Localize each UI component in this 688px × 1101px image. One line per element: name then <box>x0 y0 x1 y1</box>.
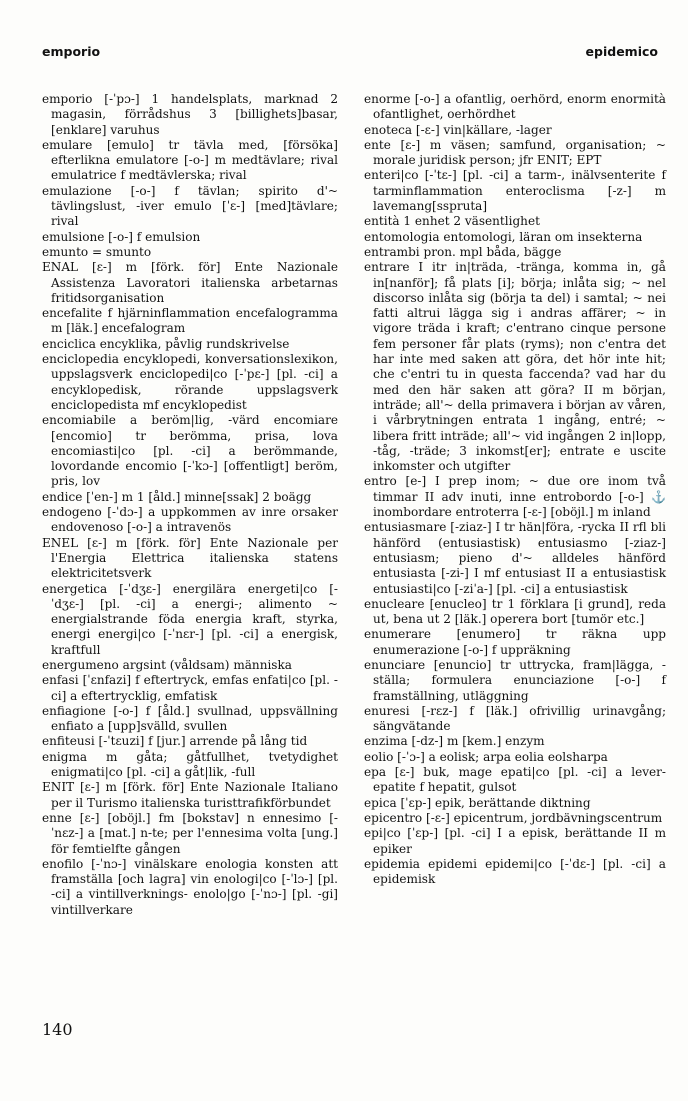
dictionary-entry: energumeno argsint (våldsam) människa <box>42 657 292 672</box>
dictionary-entry: epidemia epidemi epidemi|co [-ˈdɛ-] [pl. -ci] a epidemisk <box>364 856 666 887</box>
dictionary-entry: enciclopedia encyklopedi, konversationslexikon, uppslagsverk enciclopedi|co [-ˈpɛ-] [pl. -ci] a encyklopedisk, rörande uppslagsverk enciclopedista mf encyklopedist <box>42 352 338 412</box>
dictionary-entry: ENIT [ɛ-] m [förk. för] Ente Nazionale Italiano per il Turismo italienska turisttrafikförbundet <box>42 780 338 810</box>
dictionary-entry: enfiagione [-o-] f [åld.] svullnad, uppsvällning enfiato a [upp]svälld, svullen <box>42 703 338 734</box>
dictionary-entry: epa [ɛ-] buk, mage epati|co [pl. -ci] a lever- epatite f hepatit, gulsot <box>364 765 666 795</box>
dictionary-entry: ENAL [ɛ-] m [förk. för] Ente Nazionale Assistenza Lavoratori italienska arbetarnas fritidsorganisation <box>42 260 338 305</box>
dictionary-entry: emulare [emulo] tr tävla med, [försöka] efterlikna emulatore [-o-] m medtävlare; rival emulatrice f medtävlerska; rival <box>42 137 338 183</box>
dictionary-entry: entusiasmare [-ziaz-] I tr hän|föra, -rycka II rfl bli hänförd (entusiastisk) entusiasmo [-ziaz-] entusiasm; pieno d'~ alldeles hänförd entusiasta [-zi-] I mf entusiast II a entusiastisk entusiasti|co [-ziˈa-] [pl. -ci] a entusiastisk <box>364 520 666 596</box>
guide-word-left: emporio <box>42 44 101 59</box>
dictionary-entry: entrare I itr in|träda, -tränga, komma in, gå in[nanför]; få plats [i]; börja; inlåta sig; ~ nel discorso inlåta sig (börja ta del) i samtal; ~ nei fatti altrui lägga sig i andras affärer; ~ in vigore träda i kraft; c'entrano cinque persone fem personer får plats (ryms); non c'entra det har inte med saken att göra, det hör inte hit; che c'entri tu in questa faccenda? vad har du med den här saken att göra? II m början, inträde; all'~ della primavera i början av våren, i vårbrytningen entrata 1 ingång, entré; ~ libera fritt inträde; all'~ vid ingången 2 in|lopp, -tåg, -träde; 3 inkomst[er]; entrate e uscite inkomster och utgifter <box>364 260 666 474</box>
dictionary-entry: eolio [-ˈɔ-] a eolisk; arpa eolia eolsharpa <box>364 749 608 764</box>
dictionary-entry: enteri|co [-ˈtɛ-] [pl. -ci] a tarm-, inälvsenterite f tarminflammation enteroclisma [-z-] m lavemang[sspruta] <box>364 168 666 214</box>
dictionary-entry: entro [e-] I prep inom; ~ due ore inom två timmar II adv inuti, inne entrobordo [-o-] ⚓ inombordare entroterra [-ɛ-] [oböjl.] m inland <box>364 474 666 520</box>
dictionary-entry: ente [ɛ-] m väsen; samfund, organisation; ~ morale juridisk person; jfr ENIT; EPT <box>364 137 666 168</box>
right-column <box>364 92 666 887</box>
dictionary-entry: endice [ˈen-] m 1 [åld.] minne[ssak] 2 boägg <box>42 489 312 504</box>
dictionary-entry: enuresi [-rɛz-] f [läk.] ofrivillig urinavgång; sängvätande <box>364 703 666 734</box>
dictionary-entry: epi|co [ˈɛp-] [pl. -ci] I a episk, berättande II m epiker <box>364 826 666 856</box>
dictionary-entry: energetica [-ˈdʒɛ-] energilära energeti|co [-ˈdʒɛ-] [pl. -ci] a energi-; alimento ~ energialstrande föda energia kraft, styrka, energi energi|co [-ˈnɛr-] [pl. -ci] a energisk, kraftfull <box>42 581 338 657</box>
dictionary-entry: ENEL [ɛ-] m [förk. för] Ente Nazionale per l'Energia Elettrica italienska statens elektricitetsverk <box>42 535 338 581</box>
left-column <box>42 92 338 918</box>
dictionary-entry: enucleare [enucleo] tr 1 förklara [i grund], reda ut, bena ut 2 [läk.] operera bort [tumör etc.] <box>364 596 666 627</box>
dictionary-entry: emulazione [-o-] f tävlan; spirito d'~ tävlingslust, -iver emulo [ˈɛ-] [med]tävlare; rival <box>42 183 338 229</box>
dictionary-entry: epicentro [-ɛ-] epicentrum, jordbävningscentrum <box>364 810 663 825</box>
dictionary-entry: enfasi [ˈɛnfazi] f eftertryck, emfas enfati|co [pl. -ci] a eftertrycklig, emfatisk <box>42 673 338 703</box>
dictionary-entry: epica [ˈɛp-] epik, berättande diktning <box>364 795 591 810</box>
dictionary-entry: emporio [-ˈpɔ-] 1 handelsplats, marknad 2 magasin, förrådshus 3 [billighets]basar, [enklare] varuhus <box>42 92 338 137</box>
guide-word-right: epidemico <box>585 44 658 59</box>
page-number: 140 <box>42 1020 73 1039</box>
dictionary-entry: enzima [-dz-] m [kem.] enzym <box>364 734 545 749</box>
dictionary-entry: enne [ɛ-] [oböjl.] fm [bokstav] n ennesimo [-ˈnɛz-] a [mat.] n-te; per l'ennesima volta [ung.] för femtielfte gången <box>42 810 338 856</box>
dictionary-entry: enorme [-o-] a ofantlig, oerhörd, enorm enormità ofantlighet, oerhördhet <box>364 92 666 122</box>
dictionary-entry: enunciare [enuncio] tr uttrycka, fram|lägga, -ställa; formulera enunciazione [-o-] f framställning, utläggning <box>364 657 666 703</box>
dictionary-entry: emulsione [-o-] f emulsion <box>42 229 201 244</box>
dictionary-entry: entrambi pron. mpl båda, bägge <box>364 244 562 259</box>
dictionary-entry: enoteca [-ɛ-] vin|källare, -lager <box>364 122 552 137</box>
dictionary-entry: enfiteusi [-ˈtɛuzi] f [jur.] arrende på lång tid <box>42 734 308 749</box>
dictionary-entry: enciclica encyklika, påvlig rundskrivelse <box>42 336 290 351</box>
dictionary-entry: endogeno [-ˈdɔ-] a uppkommen av inre orsaker endovenoso [-o-] a intravenös <box>42 505 338 535</box>
dictionary-entry: enumerare [enumero] tr räkna upp enumerazione [-o-] f uppräkning <box>364 627 666 657</box>
dictionary-entry: encomiabile a beröm|lig, -värd encomiare [encomio] tr berömma, prisa, lova encomiasti|co [pl. -ci] a berömmande, lovordande encomio [-ˈkɔ-] [offentligt] beröm, pris, lov <box>42 413 338 489</box>
dictionary-entry: entomologia entomologi, läran om insekterna <box>364 229 643 244</box>
dictionary-entry: emunto = smunto <box>42 244 152 259</box>
dictionary-entry: entità 1 enhet 2 väsentlighet <box>364 214 540 229</box>
dictionary-entry: enofilo [-ˈnɔ-] vinälskare enologia konsten att framställa [och lagra] vin enologi|co [-ˈlɔ-] [pl. -ci] a vintillverknings- enolo|go [-ˈnɔ-] [pl. -gi] vintillverkare <box>42 856 338 917</box>
dictionary-entry: encefalite f hjärninflammation encefalogramma m [läk.] encefalogram <box>42 306 338 336</box>
dictionary-entry: enigma m gåta; gåtfullhet, tvetydighet enigmati|co [pl. -ci] a gåt|lik, -full <box>42 749 338 780</box>
